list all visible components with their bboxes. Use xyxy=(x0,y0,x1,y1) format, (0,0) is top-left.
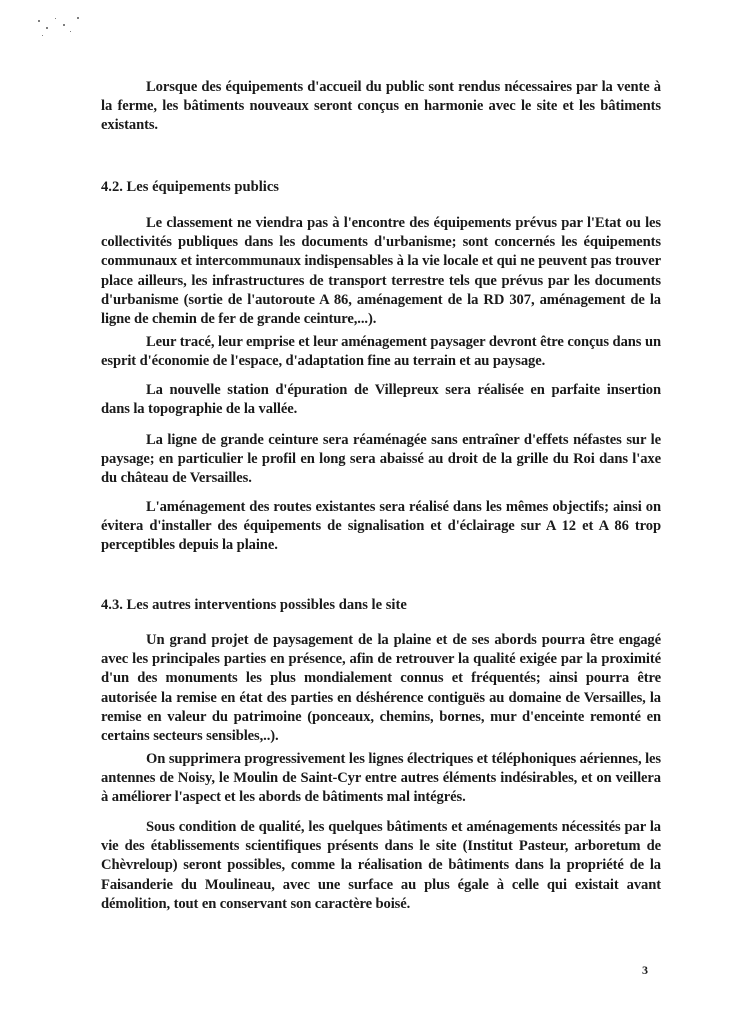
paragraph-4-3-2: On supprimera progressivement les lignes électriques et téléphoniques aériennes, les antennes de Noisy, le Moulin de Saint-Cyr entre autres éléments indésirables, et on veillera à améliorer l'aspect et les abords de bâtiments mal intégrés. xyxy=(101,751,661,806)
scan-speck xyxy=(55,18,56,19)
intro-paragraph: Lorsque des équipements d'accueil du public sont rendus nécessaires par la vente à la ferme, les bâtiments nouveaux seront conçus en harmonie avec le site et les bâtiments existants. xyxy=(101,79,661,134)
section-heading-4-2: 4.2. Les équipements publics xyxy=(101,179,279,195)
scan-speck xyxy=(63,24,65,26)
paragraph-4-2-5: L'aménagement des routes existantes sera réalisé dans les mêmes objectifs; ainsi on évitera d'installer des équipements de signalisation et d'éclairage sur A 12 et A 86 trop perceptibles depuis la plaine. xyxy=(101,499,661,554)
scan-speck xyxy=(77,17,79,19)
scan-speck xyxy=(38,20,40,22)
scan-speck xyxy=(46,27,48,29)
scan-speck xyxy=(42,35,43,36)
paragraph-4-3-1: Un grand projet de paysagement de la plaine et de ses abords pourra être engagé avec les principales parties en présence, afin de retrouver la qualité exigée par la proximité d'un des monuments les plus mondialement connus et fréquentés; ainsi pourra être autorisée la remise en état des parties en déshérence contiguës au domaine de Versailles, la remise en valeur du patrimoine (ponceaux, chemins, bornes, mur d'enceinte remonté en certains secteurs sensibles,..). xyxy=(101,632,661,745)
section-heading-4-3: 4.3. Les autres interventions possibles dans le site xyxy=(101,597,407,613)
paragraph-4-3-3: Sous condition de qualité, les quelques bâtiments et aménagements nécessités par la vie des établissements scientifiques présents dans le site (Institut Pasteur, arboretum de Chèvreloup) seront possibles, comme la réalisation de bâtiments dans la propriété de la Faisanderie du Moulineau, avec une surface au plus égale à celle qui existait avant démolition, tout en conservant son caractère boisé. xyxy=(101,819,661,912)
paragraph-4-2-1: Le classement ne viendra pas à l'encontre des équipements prévus par l'Etat ou les collectivités publiques dans les documents d'urbanisme; sont concernés les équipements communaux et intercommunaux indispensables à la vie locale et qui ne peuvent pas trouver place ailleurs, les infrastructures de transport terrestre tels que prévus par les documents d'urbanisme (sortie de l'autoroute A 86, aménagement de la RD 307, aménagement de la ligne de chemin de fer de grande ceinture,...). xyxy=(101,215,661,328)
paragraph-4-2-3: La nouvelle station d'épuration de Villepreux sera réalisée en parfaite insertion dans la topographie de la vallée. xyxy=(101,382,661,418)
paragraph-4-2-4: La ligne de grande ceinture sera réaménagée sans entraîner d'effets néfastes sur le paysage; en particulier le profil en long sera abaissé au droit de la grille du Roi dans l'axe du château de Versailles. xyxy=(101,432,661,487)
page-number: 3 xyxy=(642,963,648,977)
paragraph-4-2-2: Leur tracé, leur emprise et leur aménagement paysager devront être conçus dans un esprit d'économie de l'espace, d'adaptation fine au terrain et au paysage. xyxy=(101,334,661,370)
scan-speck xyxy=(70,31,71,32)
